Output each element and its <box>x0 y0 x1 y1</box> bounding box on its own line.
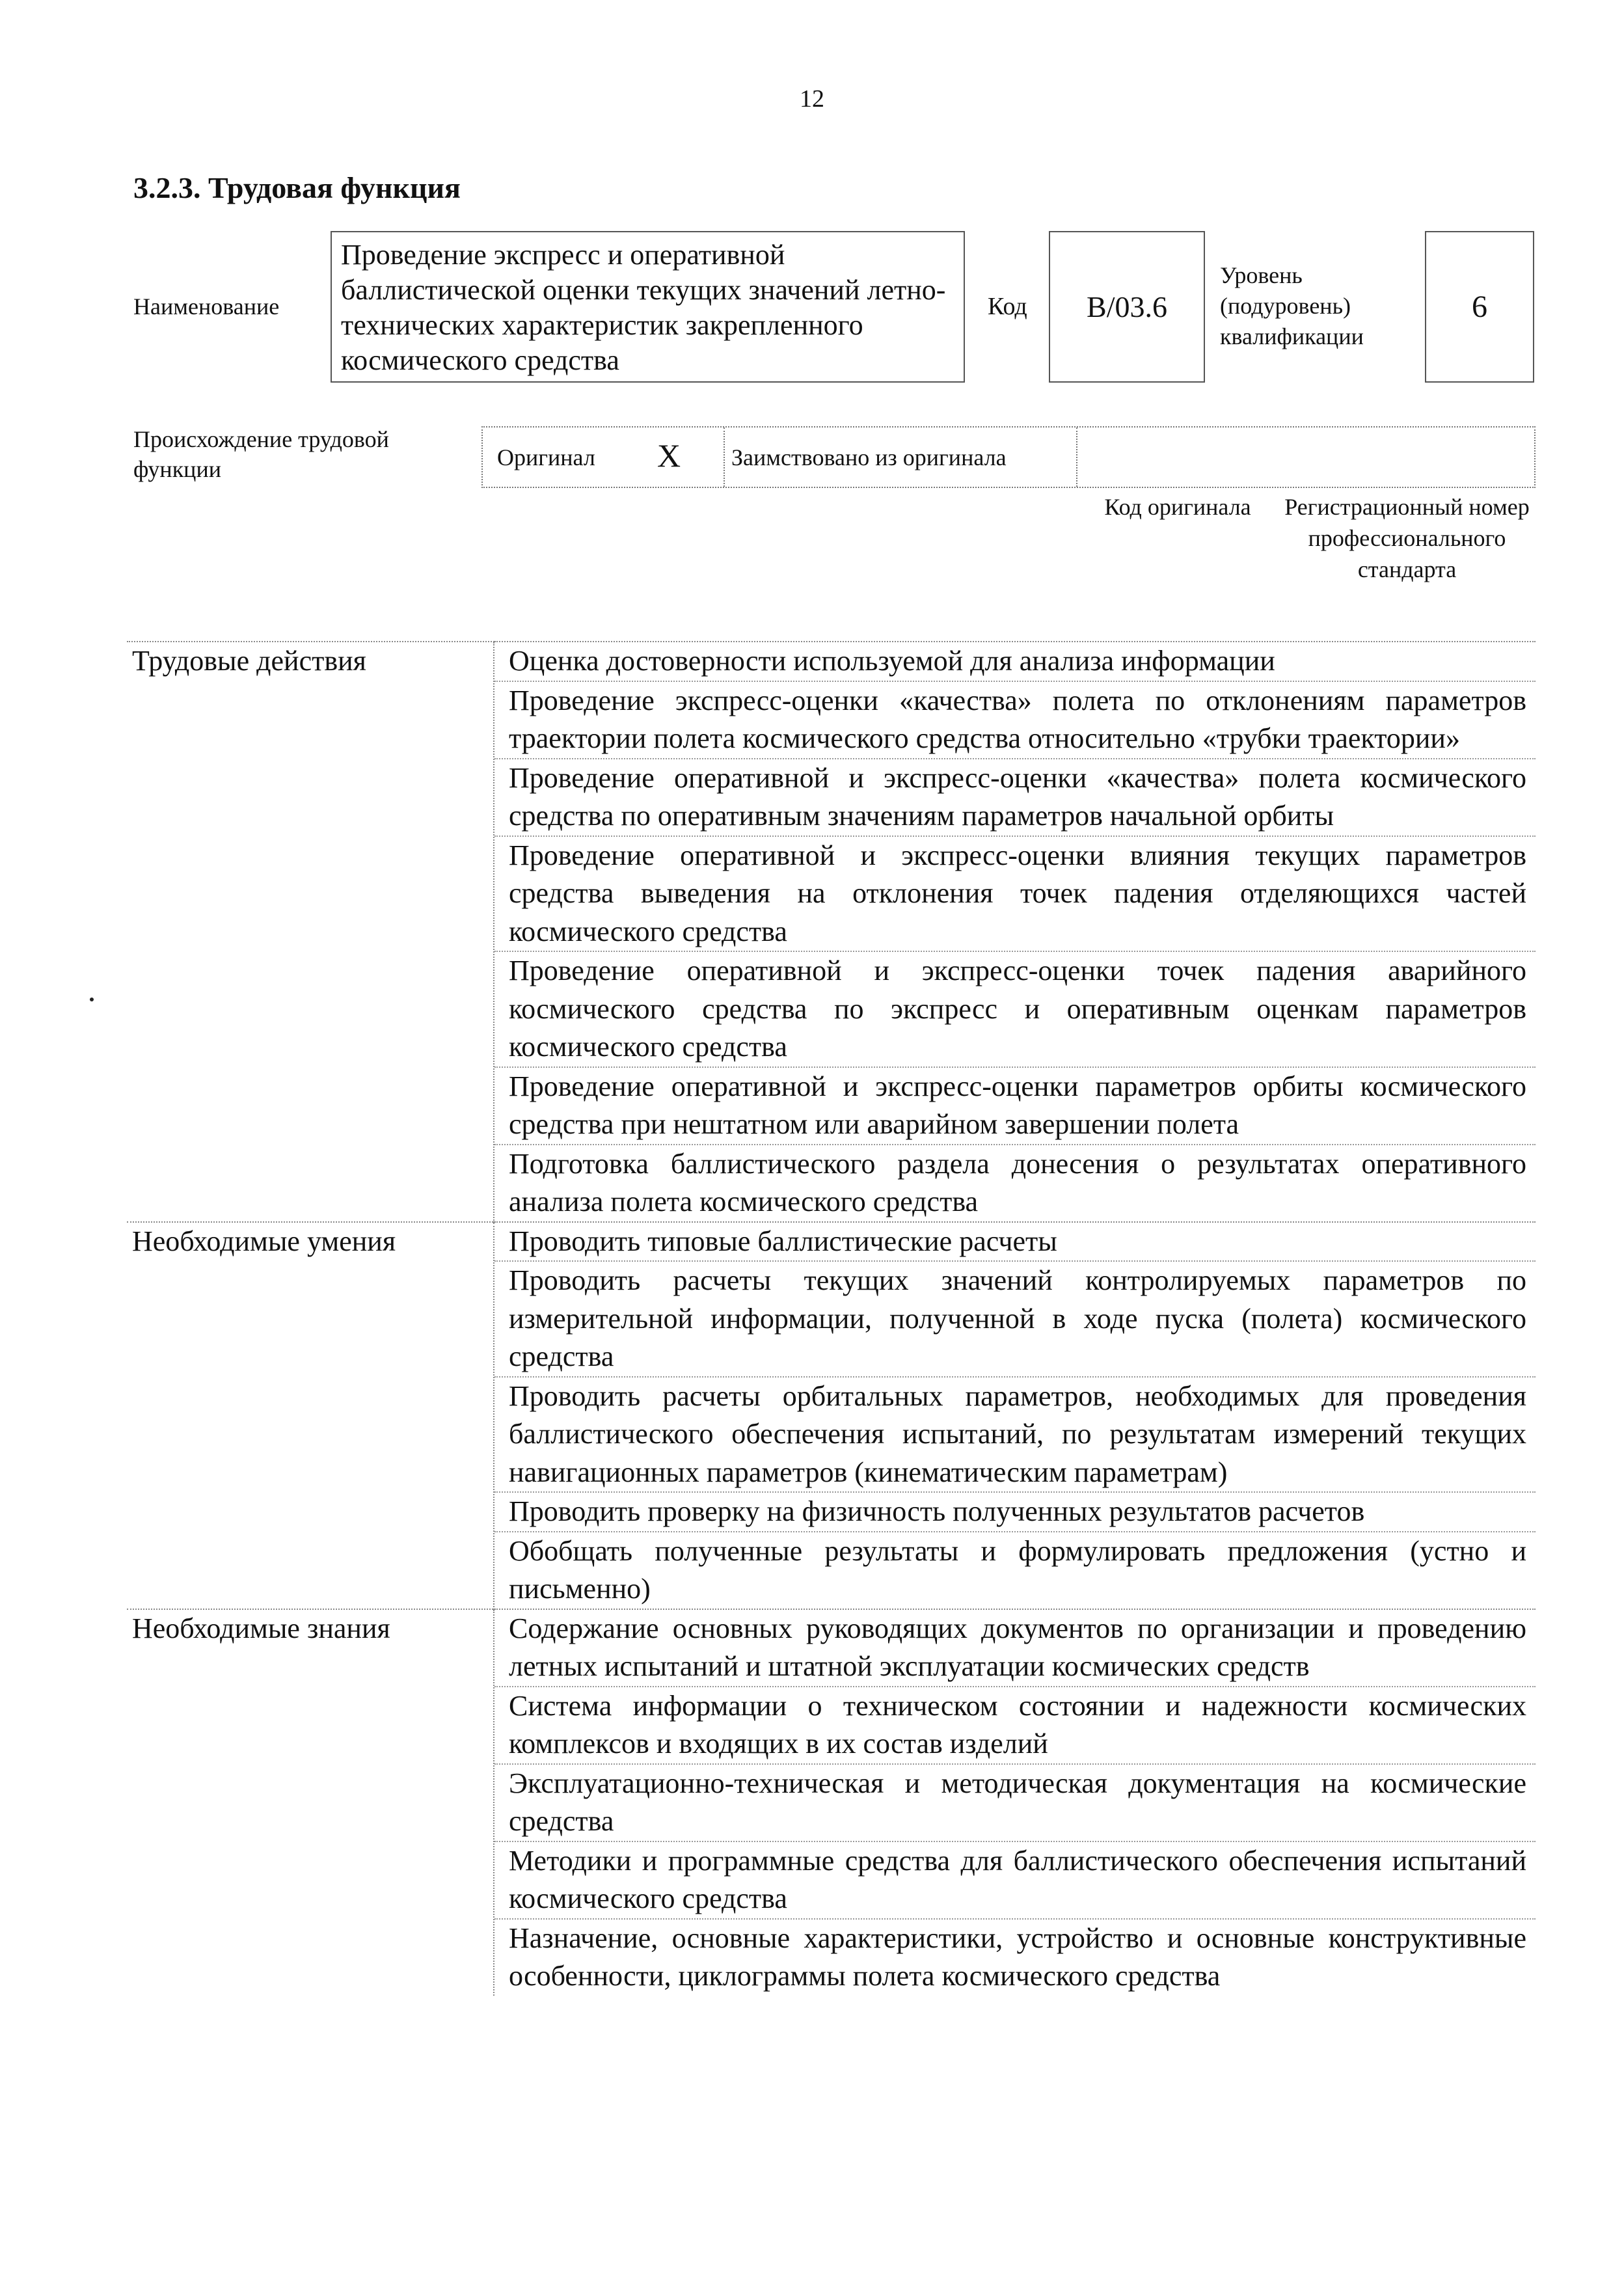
list-item: Методики и программные средства для баллистического обеспечения испытаний космического средства <box>494 1842 1536 1920</box>
list-item: Проводить расчеты орбитальных параметров, необходимых для проведения баллистического обеспечения испытаний, по результатам измерений текущих навигационных параметров (кинематическим параметрам) <box>494 1378 1536 1493</box>
list-item: Эксплуатационно-техническая и методическая документация на космические средства <box>494 1765 1536 1842</box>
code-label: Код <box>988 293 1027 320</box>
stray-mark <box>90 998 94 1001</box>
original-label: Оригинал <box>497 444 595 470</box>
original-mark: X <box>657 437 681 474</box>
origin-row <box>481 426 1536 488</box>
list-item: Подготовка баллистического раздела донесения о результатах оперативного анализа полета космического средства <box>509 1147 1526 1217</box>
borrowed-label: Заимствовано из оригинала <box>731 444 1007 470</box>
list-item: Проводить проверку на физичность полученных результатов расчетов <box>494 1493 1536 1532</box>
function-name-box: Проведение экспресс и оперативной баллистической оценки текущих значений летно-технических характеристик закрепленного космического средства <box>331 231 965 383</box>
table-row <box>127 1222 1536 1609</box>
name-label: Наименование <box>133 293 280 319</box>
table-row <box>127 642 1536 1222</box>
list-item: Система информации о техническом состоянии и надежности космических комплексов и входящих в их состав изделий <box>494 1687 1536 1765</box>
list-item: Проводить типовые баллистические расчеты <box>494 1223 1536 1262</box>
list-item: Проведение оперативной и экспресс-оценки влияния текущих параметров средства выведения на отклонения точек падения отделяющихся частей космического средства <box>494 837 1536 953</box>
origin-label: Происхождение трудовой функции <box>133 426 389 482</box>
list-item: Обобщать полученные результаты и формулировать предложения (устно и письменно) <box>509 1534 1526 1605</box>
code-value-box: B/03.6 <box>1049 231 1205 383</box>
category-label: Трудовые действия <box>127 642 494 1222</box>
list-item: Содержание основных руководящих документов по организации и проведению летных испытаний и штатной эксплуатации космических средств <box>494 1610 1536 1687</box>
category-label: Необходимые умения <box>127 1222 494 1609</box>
list-item: Проведение экспресс-оценки «качества» полета по отклонениям параметров траектории полета космического средства относительно «трубки траектории» <box>494 682 1536 759</box>
reg-number-caption: Регистрационный номер профессионального стандарта <box>1284 494 1530 582</box>
list-item: Проводить расчеты текущих значений контролируемых параметров по измерительной информации, полученной в ходе пуска (полета) космического средства <box>494 1262 1536 1378</box>
level-label: Уровень (подуровень) квалификации <box>1220 262 1364 349</box>
function-details-table <box>127 641 1536 1996</box>
list-item: Оценка достоверности используемой для анализа информации <box>494 642 1536 682</box>
list-item: Проведение оперативной и экспресс-оценки точек падения аварийного космического средства по экспресс и оперативным оценкам параметров космического средства <box>494 952 1536 1068</box>
level-value-box: 6 <box>1425 231 1534 383</box>
original-code-caption: Код оригинала <box>1104 494 1251 520</box>
table-row <box>127 1609 1536 1996</box>
category-label: Необходимые знания <box>127 1609 494 1996</box>
list-item: Проведение оперативной и экспресс-оценки параметров орбиты космического средства при нештатном или аварийном завершении полета <box>494 1068 1536 1145</box>
page-number: 12 <box>800 85 824 113</box>
list-item: Назначение, основные характеристики, устройство и основные конструктивные особенности, циклограммы полета космического средства <box>509 1922 1526 1992</box>
list-item: Проведение оперативной и экспресс-оценки «качества» полета космического средства по оперативным значениям параметров начальной орбиты <box>494 759 1536 837</box>
section-title: 3.2.3. Трудовая функция <box>133 171 461 204</box>
